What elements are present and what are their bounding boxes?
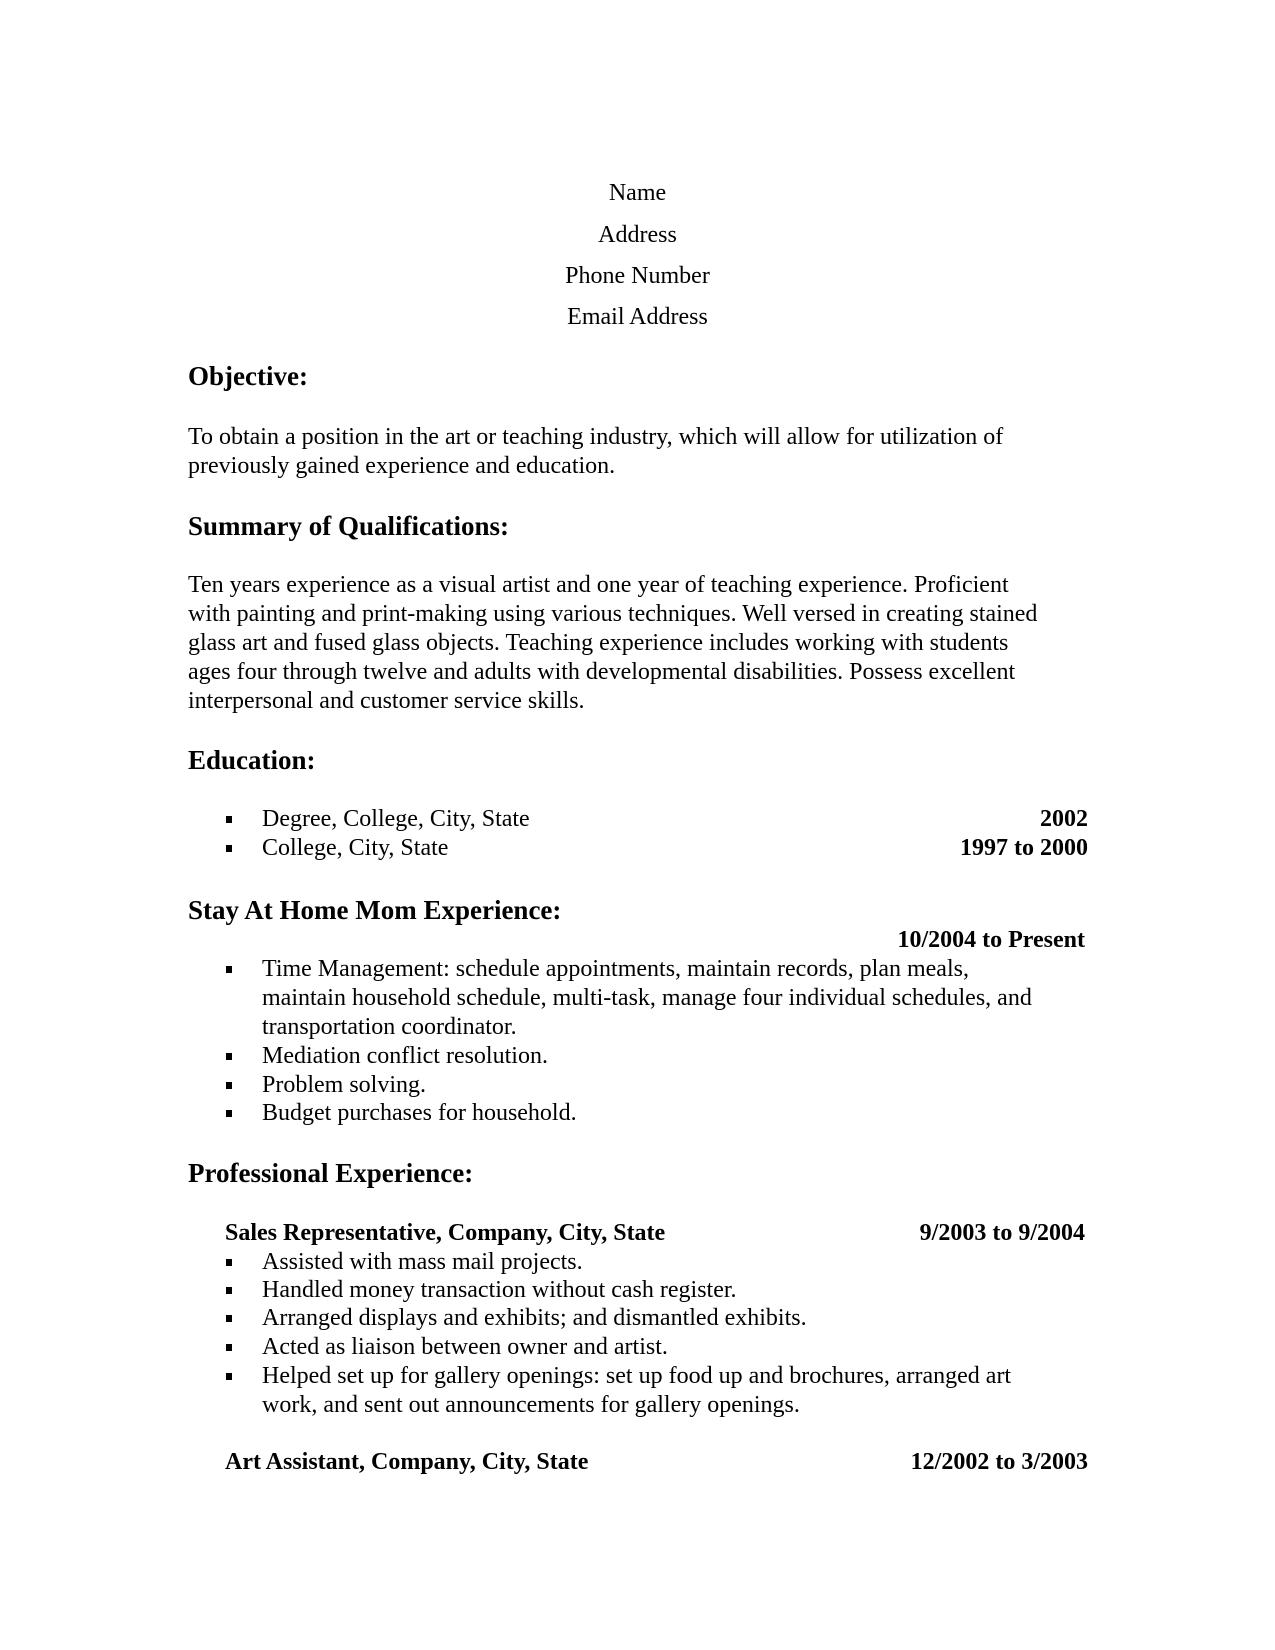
summary-line: glass art and fused glass objects. Teaching experience includes working with students [188, 630, 1009, 656]
professional-heading: Professional Experience: [188, 1158, 474, 1188]
mom-date: 10/2004 to Present [897, 927, 1085, 953]
job-title: Sales Representative, Company, City, State [225, 1220, 666, 1246]
objective-line: To obtain a position in the art or teaching industry, which will allow for utilization of [188, 424, 1004, 450]
summary-line: ages four through twelve and adults with developmental disabilities. Possess excellent [188, 659, 1016, 685]
bullet-icon [226, 1110, 232, 1117]
summary-heading: Summary of Qualifications: [188, 511, 509, 541]
education-heading: Education: [188, 745, 316, 775]
summary-line: interpersonal and customer service skills. [188, 688, 585, 714]
job-date: 9/2003 to 9/2004 [919, 1220, 1085, 1246]
summary-line: with painting and print-making using various techniques. Well versed in creating stained [188, 601, 1038, 627]
bullet-icon [226, 966, 232, 973]
bullet-icon [226, 1287, 232, 1294]
objective-heading: Objective: [188, 361, 308, 391]
bullet-icon [226, 1082, 232, 1089]
objective-text [188, 423, 1088, 481]
summary-text [188, 571, 1088, 716]
contact-phone: Phone Number [565, 263, 710, 289]
contact-address: Address [598, 222, 677, 248]
objective-line: previously gained experience and education. [188, 453, 616, 479]
contact-name: Name [608, 180, 667, 206]
bullet-icon [226, 845, 232, 852]
summary-line: Ten years experience as a visual artist and one year of teaching experience. Proficient [188, 572, 1009, 598]
mom-item: Time Management: schedule appointments, maintain records, plan meals, maintain household schedule, multi-task, manage four individual schedules, and transportation coordinator. [226, 955, 1088, 1042]
bullet-icon [226, 1373, 232, 1380]
job-title: Art Assistant, Company, City, State [225, 1449, 589, 1475]
bullet-icon [226, 1259, 232, 1266]
bullet-icon [226, 816, 232, 823]
education-date: 1997 to 2000 [960, 835, 1088, 861]
job-date: 12/2002 to 3/2003 [910, 1449, 1088, 1475]
bullet-icon [226, 1315, 232, 1322]
education-date: 2002 [1040, 806, 1088, 832]
contact-email: Email Address [567, 304, 708, 330]
bullet-icon [226, 1053, 232, 1060]
job-item: Helped set up for gallery openings: set up food up and brochures, arranged art work, and sent out announcements for gallery openings. [226, 1362, 1088, 1420]
bullet-icon [226, 1344, 232, 1351]
mom-heading: Stay At Home Mom Experience: [188, 895, 562, 925]
